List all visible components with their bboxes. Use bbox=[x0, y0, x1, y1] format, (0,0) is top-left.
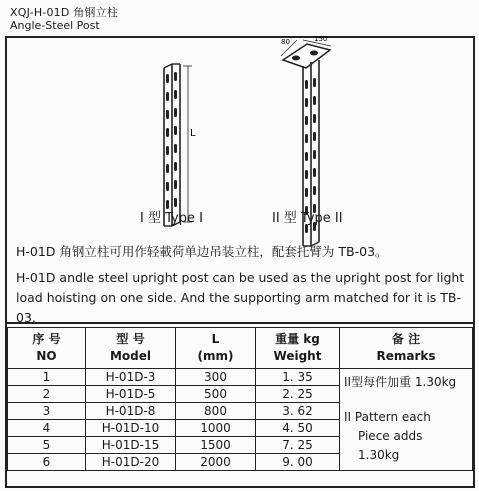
remark-chinese: II型每件加重 1.30kg bbox=[344, 375, 457, 389]
cell-no: 4 bbox=[8, 420, 86, 437]
description-english: H-01D andle steel upright post can be used as the upright post for light load hoisting on one side. And the supporting arm matched for it is TB-03. bbox=[16, 270, 465, 325]
post-drawings bbox=[0, 36, 479, 276]
spec-table-wrapper bbox=[7, 327, 473, 471]
remark-english-2: Piece adds bbox=[358, 429, 423, 443]
cell-length: 1500 bbox=[176, 437, 256, 454]
description-chinese: H-01D 角钢立柱可用作轻載荷单边吊装立柱，配套托臂为 TB-03。 bbox=[16, 244, 388, 259]
type1-caption: I 型 Type I bbox=[140, 211, 203, 226]
header-length: L (mm) bbox=[176, 328, 256, 369]
table-header-row bbox=[8, 328, 473, 369]
header-weight: 重量 kg Weight bbox=[256, 328, 340, 369]
cell-weight: 3. 62 bbox=[256, 403, 340, 420]
remark-english-1: II Pattern each bbox=[344, 410, 431, 424]
type2-caption: II 型 Type II bbox=[272, 211, 343, 226]
cell-no: 3 bbox=[8, 403, 86, 420]
cell-length: 1000 bbox=[176, 420, 256, 437]
cell-weight: 2. 25 bbox=[256, 386, 340, 403]
cell-model: H-01D-5 bbox=[86, 386, 176, 403]
dimension-L-label: L bbox=[190, 128, 196, 139]
cell-weight: 1. 35 bbox=[256, 369, 340, 386]
cell-no: 5 bbox=[8, 437, 86, 454]
cell-length: 500 bbox=[176, 386, 256, 403]
cell-weight: 7. 25 bbox=[256, 437, 340, 454]
table-row bbox=[8, 369, 473, 386]
header-model: 型 号 Model bbox=[86, 328, 176, 369]
section-divider bbox=[7, 322, 473, 324]
remark-english-3: 1.30kg bbox=[358, 448, 400, 462]
product-subtitle: Angle-Steel Post bbox=[10, 19, 100, 32]
dimension-80-label: 80 bbox=[281, 38, 290, 46]
cell-model: H-01D-10 bbox=[86, 420, 176, 437]
cell-remarks bbox=[340, 369, 473, 471]
type1-post-drawing bbox=[164, 64, 196, 226]
header-no: 序 号 NO bbox=[8, 328, 86, 369]
header-remarks: 备 注 Remarks bbox=[340, 328, 473, 369]
cell-no: 6 bbox=[8, 454, 86, 471]
cell-model: H-01D-8 bbox=[86, 403, 176, 420]
dimension-150-label: 150 bbox=[314, 36, 328, 43]
product-title: XQJ-H-01D 角钢立柱 bbox=[10, 6, 119, 19]
cell-length: 300 bbox=[176, 369, 256, 386]
cell-length: 800 bbox=[176, 403, 256, 420]
cell-no: 2 bbox=[8, 386, 86, 403]
cell-model: H-01D-20 bbox=[86, 454, 176, 471]
cell-model: H-01D-3 bbox=[86, 369, 176, 386]
cell-model: H-01D-15 bbox=[86, 437, 176, 454]
spec-table bbox=[7, 327, 473, 471]
cell-no: 1 bbox=[8, 369, 86, 386]
cell-weight: 4. 50 bbox=[256, 420, 340, 437]
cell-weight: 9. 00 bbox=[256, 454, 340, 471]
cell-length: 2000 bbox=[176, 454, 256, 471]
